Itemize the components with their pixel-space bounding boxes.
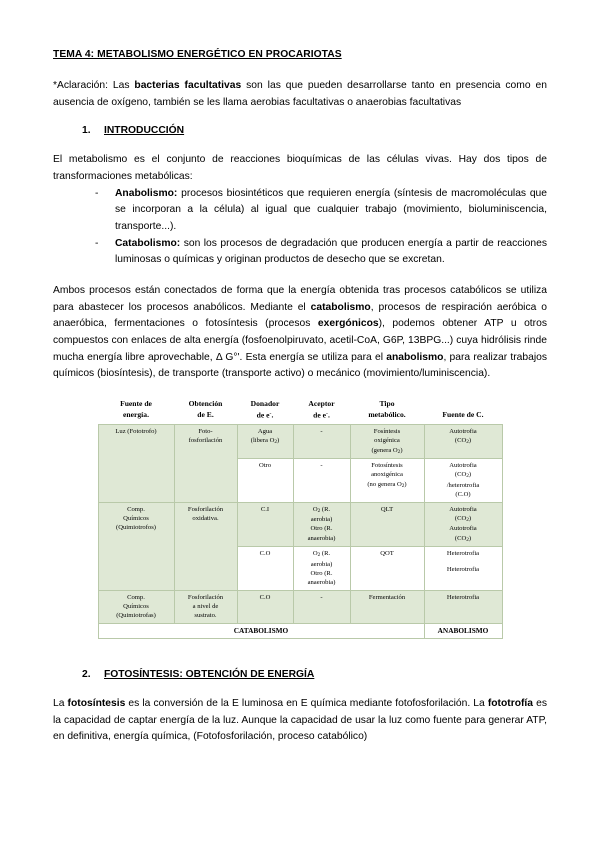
metabolism-table: [98, 397, 503, 639]
cell-tipo-fermentacion: Fermentación: [350, 590, 424, 623]
paragraph-bold-exergonicos: exergónicos: [317, 318, 379, 330]
column-header-fuente-c: Fuente de C.: [424, 397, 502, 424]
clarification-prefix: *Aclaración: Las: [53, 79, 135, 91]
fotosintesis-part-3: es la capacidad de captar energía de la luz. Aunque la capacidad de usar la luz como fuente para generar ATP, en definitiva, energía química, (Fotofosforilación, proceso catabólico): [53, 698, 547, 743]
cell-fuente-c-heterotrofia: Heterotrofia: [424, 590, 502, 623]
table-header-row-group: [98, 397, 502, 424]
bullet-term-anabolismo: Anabolismo:: [115, 187, 178, 199]
fotosintesis-bold-term: fotosíntesis: [67, 698, 126, 710]
list-item: [93, 186, 547, 236]
cell-aceptor-none-3: -: [293, 590, 350, 623]
table-row: [98, 590, 502, 623]
cell-donador-co: C.O: [237, 547, 293, 591]
cell-tipo-qlt: QLT: [350, 502, 424, 547]
section-number: 2.: [82, 669, 91, 681]
column-header-aceptor-e: Aceptor de e-.: [293, 397, 350, 424]
cell-donador-ci: C.I: [237, 502, 293, 547]
connected-processes-paragraph: [53, 283, 547, 383]
paragraph-bold-anabolismo: anabolismo: [386, 351, 444, 363]
section-heading-fotosintesis: [53, 669, 547, 680]
cell-aceptor-none: -: [293, 424, 350, 458]
cell-obtencion-fosforilacion-oxidativa: Fosforilación oxidativa.: [174, 502, 237, 590]
table-header-row: [98, 397, 502, 424]
section-number: 1.: [82, 125, 91, 137]
cell-donador-agua: Agua (libera $O_2$): [237, 424, 293, 458]
table-row: [98, 502, 502, 547]
cell-fuente-energia-quimiotrofas: Comp. Químicos (Quimiotrofas): [98, 590, 174, 623]
footer-label-anabolismo: ANABOLISMO: [424, 623, 502, 638]
bullet-text-catabolismo: son los procesos de degradación que producen energía a partir de reacciones luminosas o químicas y originan productos de desecho que se excretan.: [115, 237, 547, 266]
cell-aceptor-o2-otro: $O_2$ (R. aerobia) Otro (R. anaerobia): [293, 502, 350, 547]
fotosintesis-part-2: es la conversión de la E luminosa en E química mediante fotofosforilación. La: [125, 698, 488, 710]
introduccion-intro-paragraph: El metabolismo es el conjunto de reacciones bioquímicas de las células vivas. Hay dos tipos de transformaciones metabólicas:: [53, 154, 547, 182]
cell-donador-otro: Otro: [237, 459, 293, 503]
fotosintesis-paragraph: [53, 696, 547, 746]
cell-tipo-fosintesis-oxigenica: Fosíntesis oxigénica (genera $O_2$): [350, 424, 424, 458]
cell-obtencion-fotofosforilacion: Foto- fosforilación: [174, 424, 237, 502]
paragraph-part-3: ), podemos obtener ATP u otros compuestos con enlaces de alta energía (fosfoenolpiruvato, acetil-CoA, G6P, 13BPG...) cuya hidrólisis rinde mucha energía libre aprovechable, Δ G°'. Esta energía se utiliza para el: [53, 318, 547, 363]
metabolism-table-container: [53, 397, 547, 639]
table-footer-row: [98, 623, 502, 638]
cell-fuente-c-autotrofia-doble: Autotrofia $(CO_2)$ Autotrofia $(CO_2)$: [424, 502, 502, 547]
paragraph-part-4: , para realizar trabajos químicos (biosíntesis), de transporte (transporte activo) o mecánico (movimiento/luminiscencia).: [53, 351, 547, 380]
fotosintesis-part-1: La: [53, 698, 68, 710]
footer-label-catabolismo: CATABOLISMO: [98, 623, 424, 638]
clarification-paragraph: [53, 78, 547, 111]
section-title: INTRODUCCIÓN: [104, 125, 185, 137]
column-header-obtencion-e: Obtención de E.: [174, 397, 237, 424]
table-body: [98, 424, 502, 638]
cell-aceptor-none-2: -: [293, 459, 350, 503]
clarification-bold-term: bacterias facultativas: [134, 79, 242, 91]
bullet-term-catabolismo: Catabolismo:: [115, 237, 181, 249]
cell-tipo-fotosintesis-anoxigenica: Fotosíntesis anoxigénica (no genera $O_2$): [350, 459, 424, 503]
cell-fuente-c-auto-heterotrofia: Autotrofia $(CO_2)$ /heterotrofia (C.O): [424, 459, 502, 503]
cell-fuente-c-heterotrofia-doble: Heterotrofia Heterotrofia: [424, 547, 502, 591]
paragraph-part-2: , procesos de respiración aeróbica o anaeróbica, fermentaciones o fotosíntesis (procesos: [53, 301, 547, 330]
cell-fuente-energia-quimiotrofos: Comp. Químicos (Quimiotrofos): [98, 502, 174, 590]
column-header-fuente-energia: Fuente de energía.: [98, 397, 174, 424]
column-header-donador-e: Donador de e-.: [237, 397, 293, 424]
cell-fuente-c-autotrofia: Autotrofia $(CO_2)$: [424, 424, 502, 458]
fototrofia-bold-term: fototrofía: [487, 698, 534, 710]
column-header-tipo-metabolico: Tipo metabólico.: [350, 397, 424, 424]
cell-tipo-qot: QOT: [350, 547, 424, 591]
cell-obtencion-fosforilacion-sustrato: Fosforilación a nivel de sustrato.: [174, 590, 237, 623]
document-title: TEMA 4: METABOLISMO ENERGÉTICO EN PROCARIOTAS: [53, 49, 342, 60]
paragraph-bold-catabolismo: catabolismo: [310, 301, 371, 313]
cell-aceptor-o2-otro-2: $O_2$ (R. aerobia) Otro (R. anaerobia): [293, 547, 350, 591]
cell-donador-co-2: C.O: [237, 590, 293, 623]
section-heading-introduccion: [53, 125, 547, 136]
clarification-suffix: son las que pueden desarrollarse tanto en presencia como en ausencia de oxígeno, también se les llama aerobias facultativas o anaerobias facultativas: [53, 79, 547, 108]
section-title: FOTOSÍNTESIS: OBTENCIÓN DE ENERGÍA: [104, 669, 315, 681]
list-item: [93, 236, 547, 269]
metabolism-types-list: [53, 186, 547, 269]
cell-fuente-energia-luz: Luz (Fototrofo): [98, 424, 174, 502]
bullet-text-anabolismo: procesos biosintéticos que requieren energía (síntesis de macromoléculas que se incorporan a la célula) al igual que cualquier trabajo (movimiento, bioluminiscencia, transporte...).: [115, 187, 547, 232]
paragraph-part-1: Ambos procesos están conectados de forma que la energía obtenida tras procesos catabólicos se utiliza para abastecer los procesos anabólicos. Mediante el: [53, 284, 547, 313]
table-row: [98, 424, 502, 458]
